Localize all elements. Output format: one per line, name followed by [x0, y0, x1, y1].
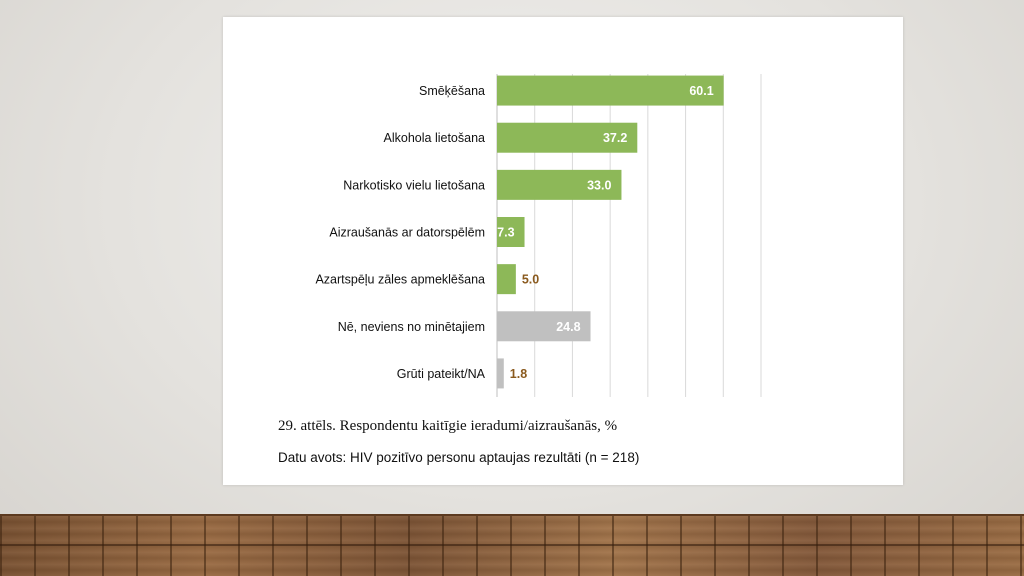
value-label: 33.0: [587, 178, 612, 193]
category-label: Narkotisko vielu lietošana: [343, 178, 485, 193]
value-label: 24.8: [556, 319, 581, 334]
value-label: 5.0: [521, 272, 540, 287]
floor-seam: [0, 544, 1024, 546]
figure-caption: 29. attēls. Respondentu kaitīgie ieradumi/aizraušanās, %: [278, 418, 618, 434]
slide-card: [223, 17, 903, 485]
category-label: Aizraušanās ar datorspēlēm: [329, 225, 485, 240]
category-label: Alkohola lietošana: [383, 131, 485, 146]
bar: [497, 264, 516, 294]
value-label: 7.3: [497, 225, 515, 240]
bar-chart: [223, 17, 903, 407]
value-label: 60.1: [689, 84, 714, 99]
category-label: Azartspēļu zāles apmeklēšana: [315, 272, 485, 287]
value-label: 1.8: [509, 366, 528, 381]
data-source: Datu avots: HIV pozitīvo personu aptaujas rezultāti (n = 218): [278, 450, 640, 465]
wood-floor: [0, 514, 1024, 576]
category-label: Smēķēšana: [418, 84, 485, 99]
category-label: Grūti pateikt/NA: [396, 366, 485, 381]
bar: [497, 358, 504, 388]
category-label: Nē, neviens no minētajiem: [337, 319, 485, 334]
value-label: 37.2: [602, 131, 628, 146]
